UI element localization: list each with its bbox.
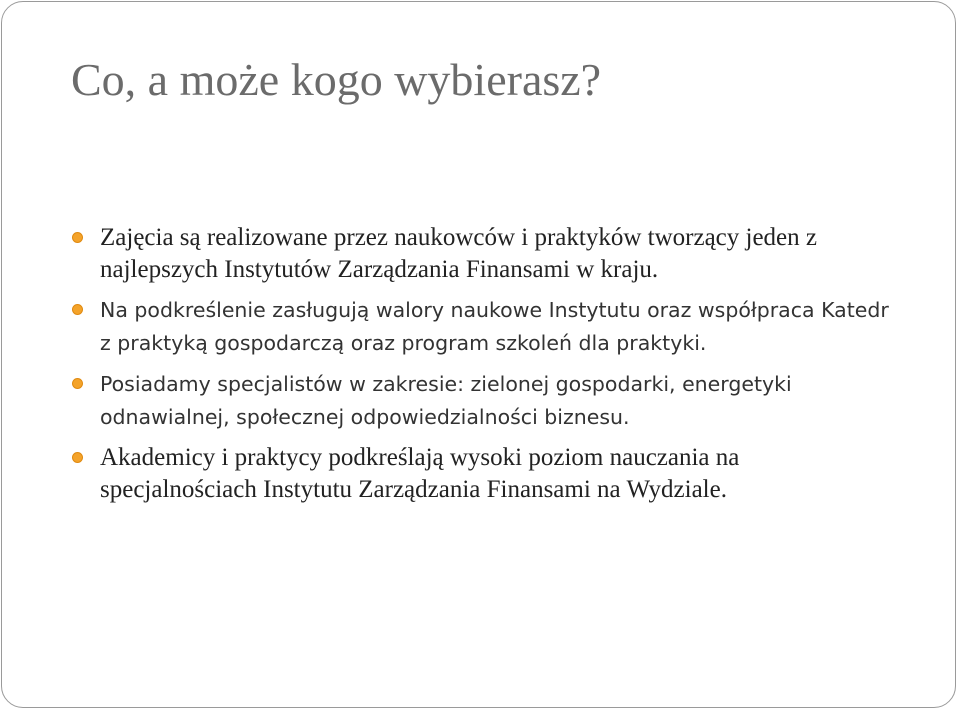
orange-bullet-icon	[72, 232, 83, 243]
orange-bullet-icon	[72, 304, 83, 315]
bullet-text: Akademicy i praktycy podkreślają wysoki poziom nauczania na specjalnościach Instytutu Zarządzania Finansami na Wydziale.	[100, 444, 740, 503]
orange-bullet-icon	[72, 452, 83, 463]
orange-bullet-icon	[72, 378, 83, 389]
bullet-item-4	[72, 442, 892, 506]
bullet-text: Na podkreślenie zasługują walory naukowe Instytutu oraz współpraca Katedr z praktyką gospodarczą oraz program szkoleń dla praktyki.	[100, 298, 889, 355]
bullet-text: Posiadamy specjalistów w zakresie: zielonej gospodarki, energetyki odnawialnej, społecznej odpowiedzialności biznesu.	[100, 372, 792, 429]
bullet-item-3	[72, 368, 892, 434]
bullet-text: Zajęcia są realizowane przez naukowców i praktyków tworzący jeden z najlepszych Instytutów Zarządzania Finansami w kraju.	[100, 224, 818, 283]
bullet-list	[72, 222, 892, 514]
slide-title: Co, a może kogo wybierasz?	[71, 54, 602, 105]
slide-frame	[1, 1, 956, 708]
bullet-item-2	[72, 294, 892, 360]
bullet-item-1	[72, 222, 892, 286]
